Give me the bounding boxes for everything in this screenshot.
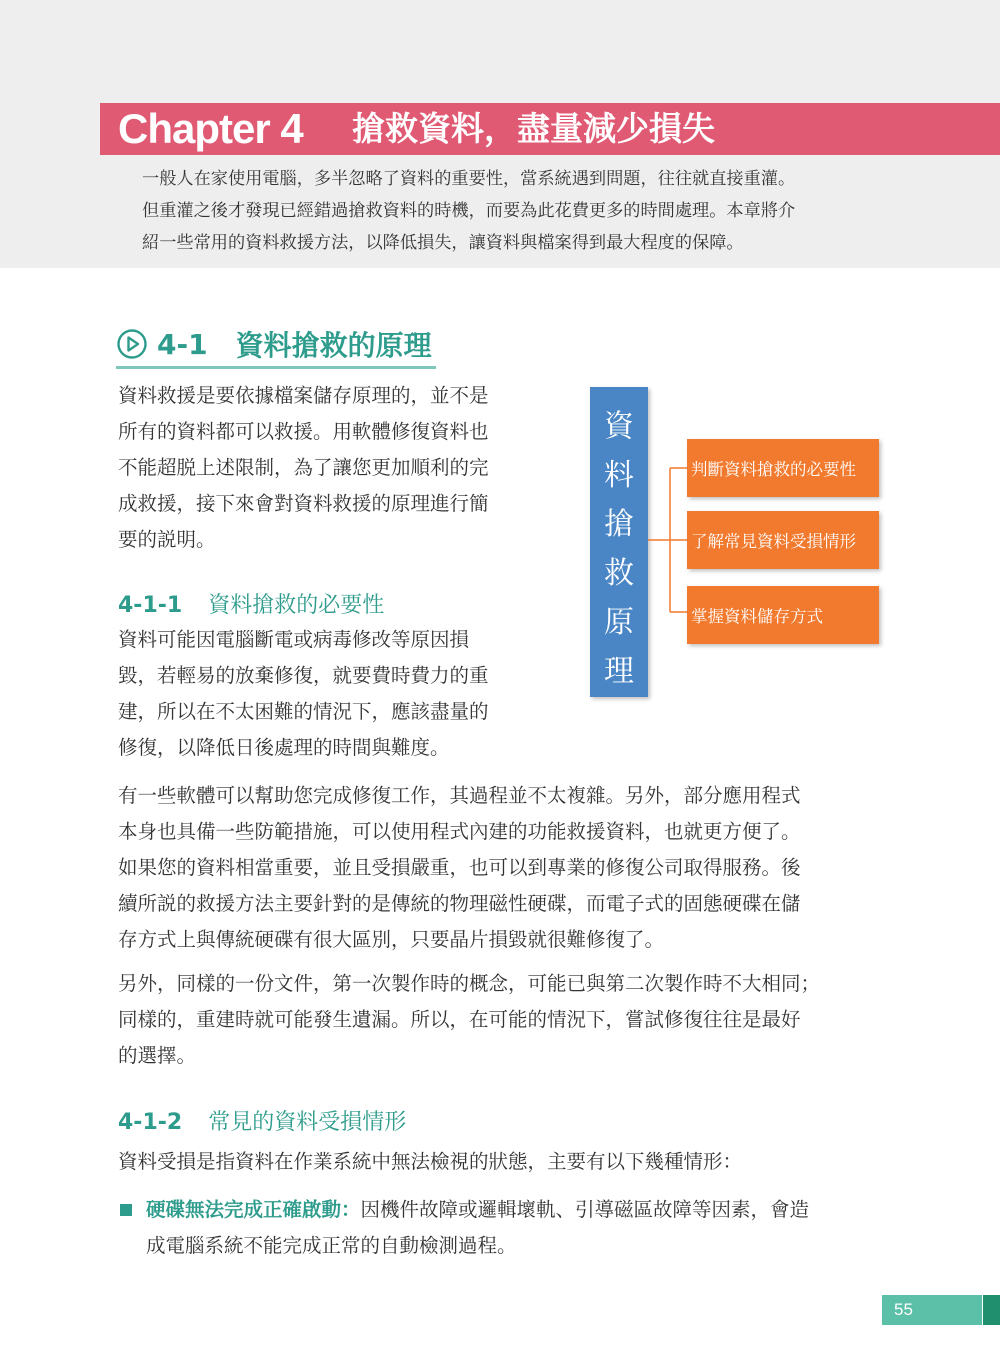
- diagram-branch-box: 了解常見資料受損情形: [687, 511, 879, 569]
- paragraph-line: 本身也具備一些防範措施，可以使用程式內建的功能救援資料，也就更方便了。: [118, 820, 801, 843]
- intro-line: 但重灌之後才發現已經錯過搶救資料的時機，而要為此花費更多的時間處理。本章將介: [142, 201, 796, 221]
- chapter-title: 搶救資料，盡量減少損失: [352, 109, 715, 148]
- subsection-title: 常見的資料受損情形: [208, 1110, 407, 1135]
- diagram-branch-box: 掌握資料儲存方式: [687, 586, 879, 644]
- subsection-title: 資料搶救的必要性: [208, 593, 385, 618]
- paragraph-line: 的選擇。: [118, 1044, 197, 1067]
- paragraph-line: 存方式上與傳統硬碟有很大區別，只要晶片損毀就很難修復了。: [118, 928, 665, 951]
- page-edge-marker: [983, 1295, 1000, 1325]
- paragraph: [118, 1144, 742, 1180]
- paragraph-line: 資料救援是要依據檔案儲存原理的，並不是: [118, 384, 489, 407]
- diagram-root-char: 理: [604, 654, 634, 689]
- paragraph-line: 另外，同樣的一份文件，第一次製作時的概念，可能已與第二次製作時不大相同；: [118, 972, 821, 995]
- paragraph-line: 成救援，接下來會對資料救援的原理進行簡: [118, 492, 489, 515]
- subsection-heading: [118, 588, 384, 619]
- diagram-root-char: 料: [604, 458, 634, 493]
- chapter-intro: [142, 163, 872, 259]
- paragraph-line: 所有的資料都可以救援。用軟體修復資料也: [118, 420, 489, 443]
- paragraph: [118, 966, 886, 1074]
- paragraph-line: 續所説的救援方法主要針對的是傳統的物理磁性硬碟，而電子式的固態硬碟在儲: [118, 892, 801, 915]
- bullet-term: 硬碟無法完成正確啟動：: [146, 1198, 361, 1221]
- diagram-root-char: 搶: [604, 507, 634, 542]
- page-number: 55: [882, 1295, 982, 1325]
- paragraph: [118, 778, 886, 958]
- diagram-branch-box: 判斷資料搶救的必要性: [687, 439, 879, 497]
- diagram-root-char: 資: [604, 409, 634, 444]
- paragraph-line: 同樣的，重建時就可能發生遺漏。所以，在可能的情況下，嘗試修復往往是最好: [118, 1008, 801, 1031]
- paragraph-line: 不能超脱上述限制，為了讓您更加順利的完: [118, 456, 489, 479]
- section-number: 4-1: [157, 327, 208, 361]
- diagram-root-char: 救: [604, 556, 634, 591]
- section-paragraph: [118, 378, 489, 558]
- subsection-number: 4-1-2: [118, 1110, 183, 1135]
- diagram-root-char: 原: [604, 605, 634, 640]
- paragraph-line: 資料可能因電腦斷電或病毒修改等原因損: [118, 628, 470, 651]
- paragraph-line: 有一些軟體可以幫助您完成修復工作，其過程並不太複雜。另外，部分應用程式: [118, 784, 801, 807]
- bullet-text: 因機件故障或邏輯壞軌、引導磁區故障等因素，會造: [360, 1198, 810, 1221]
- intro-line: 紹一些常用的資料救援方法，以降低損失，讓資料與檔案得到最大程度的保障。: [142, 233, 744, 253]
- paragraph-line: 要的説明。: [118, 528, 216, 551]
- paragraph-line: 如果您的資料相當重要，並且受損嚴重，也可以到專業的修復公司取得服務。後: [118, 856, 801, 879]
- rescue-principle-diagram: [575, 380, 885, 702]
- section-heading: [116, 322, 436, 369]
- paragraph-line: 修復，以降低日後處理的時間與難度。: [118, 736, 450, 759]
- bullet-text: 成電腦系統不能完成正常的自動檢測過程。: [146, 1234, 517, 1257]
- bullet-square-icon: [120, 1204, 132, 1216]
- paragraph-line: 建，所以在不太困難的情況下，應該盡量的: [118, 700, 489, 723]
- subsection-paragraph: [118, 622, 489, 766]
- intro-line: 一般人在家使用電腦，多半忽略了資料的重要性，當系統遇到問題，往往就直接重灌。: [142, 169, 796, 189]
- subsection-number: 4-1-1: [118, 593, 183, 618]
- paragraph-line: 資料受損是指資料在作業系統中無法檢視的狀態，主要有以下幾種情形：: [118, 1150, 743, 1173]
- play-circle-icon: [116, 328, 148, 360]
- subsection-heading: [118, 1105, 406, 1136]
- chapter-label: Chapter 4: [118, 105, 303, 152]
- section-title: 資料搶救的原理: [235, 329, 432, 362]
- paragraph-line: 毀，若輕易的放棄修復，就要費時費力的重: [118, 664, 489, 687]
